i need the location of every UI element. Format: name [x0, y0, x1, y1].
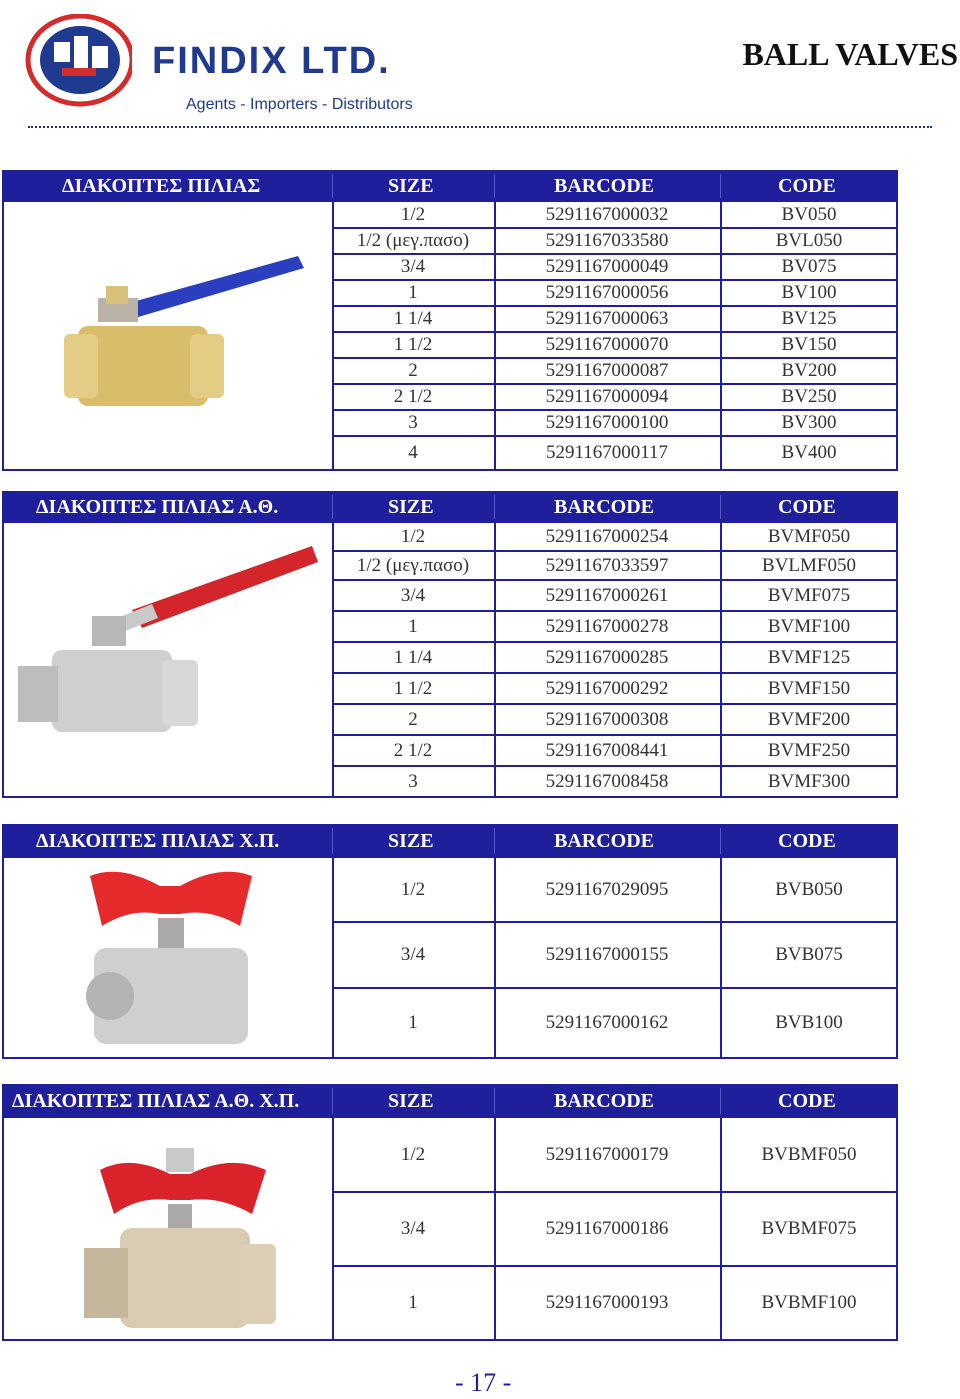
- size-cell: 3: [408, 412, 418, 433]
- product-table: [332, 858, 898, 1058]
- size-cell: 1 1/2: [393, 677, 433, 699]
- column-header-code: CODE: [778, 496, 836, 518]
- ball-valve-red-butterfly-male-female-icon: [80, 1148, 280, 1336]
- product-table: [332, 523, 898, 797]
- section-title: ΔΙΑΚΟΠΤΕΣ ΠΙΛΙΑΣ Α.Θ.: [36, 496, 279, 518]
- table-row: [332, 1118, 898, 1192]
- section-border: [2, 1118, 4, 1340]
- code-cell: BV200: [781, 360, 837, 381]
- column-header-barcode: BARCODE: [554, 830, 655, 852]
- code-cell: BVLMF050: [762, 554, 856, 576]
- barcode-cell: 5291167000117: [545, 442, 669, 463]
- code-cell: BV250: [781, 386, 837, 407]
- size-cell: 3/4: [400, 584, 426, 606]
- section-header: [2, 824, 898, 858]
- section-header: [2, 1084, 898, 1118]
- column-header-code: CODE: [778, 1090, 836, 1112]
- header-separator: [332, 174, 333, 198]
- column-divider: [720, 202, 722, 470]
- table-row: [332, 858, 898, 922]
- table-row: [332, 611, 898, 642]
- barcode-cell: 5291167033580: [545, 230, 669, 251]
- row-divider: [332, 469, 898, 471]
- table-row: [332, 922, 898, 988]
- code-cell: BVB075: [775, 944, 843, 965]
- size-cell: 1: [408, 282, 418, 303]
- size-cell: 1: [408, 1012, 418, 1033]
- column-divider: [720, 523, 722, 797]
- barcode-cell: 5291167000063: [545, 308, 669, 329]
- barcode-cell: 5291167000070: [545, 334, 669, 355]
- column-divider: [494, 202, 496, 470]
- barcode-cell: 5291167000186: [545, 1218, 669, 1239]
- barcode-cell: 5291167000155: [545, 944, 669, 965]
- code-cell: BVMF300: [767, 770, 851, 792]
- table-row: [332, 280, 898, 306]
- row-divider: [332, 796, 898, 798]
- column-divider: [332, 202, 334, 470]
- row-divider: [332, 1057, 898, 1059]
- table-row: [332, 642, 898, 673]
- barcode-cell: 5291167000292: [545, 677, 669, 699]
- header-separator: [332, 495, 333, 519]
- header-separator: [720, 828, 721, 854]
- size-cell: 2: [408, 708, 418, 730]
- section-border: [2, 858, 4, 1058]
- code-cell: BVMF125: [767, 646, 851, 668]
- table-row: [332, 1192, 898, 1266]
- size-cell: 1 1/2: [393, 334, 433, 355]
- column-header-code: CODE: [778, 830, 836, 852]
- size-cell: 1/2: [400, 526, 426, 547]
- column-header-code: CODE: [778, 175, 836, 197]
- column-header-barcode: BARCODE: [554, 496, 655, 518]
- code-cell: BVMF250: [767, 739, 851, 761]
- code-cell: BVB050: [775, 879, 843, 900]
- barcode-cell: 5291167000278: [545, 615, 669, 637]
- size-cell: 2 1/2: [393, 386, 433, 407]
- section-border: [2, 202, 4, 470]
- section-border: [2, 523, 4, 797]
- column-divider: [494, 1118, 496, 1340]
- size-cell: 1/2 (μεγ.πασο): [356, 554, 470, 576]
- barcode-cell: 5291167000049: [545, 256, 669, 277]
- section-title: ΔΙΑΚΟΠΤΕΣ ΠΙΛΙΑΣ: [62, 175, 261, 197]
- code-cell: BV125: [781, 308, 837, 329]
- size-cell: 2: [408, 360, 418, 381]
- code-cell: BVBMF100: [761, 1292, 857, 1313]
- barcode-cell: 5291167000094: [545, 386, 669, 407]
- header-separator: [494, 828, 495, 854]
- barcode-cell: 5291167008441: [545, 739, 669, 761]
- column-divider: [720, 1118, 722, 1340]
- section-border: [2, 1057, 332, 1059]
- table-row: [332, 766, 898, 797]
- column-header-size: SIZE: [388, 175, 434, 197]
- column-divider: [332, 523, 334, 797]
- table-row: [332, 704, 898, 735]
- table-row: [332, 228, 898, 254]
- column-header-size: SIZE: [388, 496, 434, 518]
- ball-valve-blue-lever-brass-icon: [58, 236, 318, 416]
- table-row: [332, 332, 898, 358]
- size-cell: 1 1/4: [393, 646, 433, 668]
- code-cell: BVB100: [775, 1012, 843, 1033]
- barcode-cell: 5291167000056: [545, 282, 669, 303]
- page-title: BALL VALVES: [742, 36, 958, 72]
- code-cell: BV100: [781, 282, 837, 303]
- column-divider: [896, 523, 898, 797]
- section-title: ΔΙΑΚΟΠΤΕΣ ΠΙΛΙΑΣ Χ.Π.: [36, 830, 280, 852]
- code-cell: BV300: [781, 412, 837, 433]
- header-separator: [720, 174, 721, 198]
- header-separator: [720, 1088, 721, 1114]
- barcode-cell: 5291167000162: [545, 1012, 669, 1033]
- table-row: [332, 254, 898, 280]
- column-divider: [896, 858, 898, 1058]
- header-separator: [494, 174, 495, 198]
- section-border: [2, 469, 332, 471]
- barcode-cell: 5291167000032: [545, 204, 669, 225]
- table-row: [332, 436, 898, 470]
- size-cell: 1/2: [400, 1144, 426, 1165]
- table-row: [332, 410, 898, 436]
- size-cell: 1 1/4: [393, 308, 433, 329]
- section-title: ΔΙΑΚΟΠΤΕΣ ΠΙΛΙΑΣ Α.Θ. Χ.Π.: [12, 1090, 300, 1112]
- code-cell: BVBMF075: [761, 1218, 857, 1239]
- row-divider: [332, 1339, 898, 1341]
- size-cell: 1/2: [400, 879, 426, 900]
- size-cell: 4: [408, 442, 418, 463]
- column-divider: [494, 858, 496, 1058]
- column-header-size: SIZE: [388, 1090, 434, 1112]
- size-cell: 3/4: [400, 256, 426, 277]
- code-cell: BV400: [781, 442, 837, 463]
- ball-valve-red-lever-male-female-icon: [12, 540, 322, 745]
- table-row: [332, 358, 898, 384]
- section-border: [2, 796, 332, 798]
- barcode-cell: 5291167000261: [545, 584, 669, 606]
- table-row: [332, 673, 898, 704]
- column-header-barcode: BARCODE: [554, 1090, 655, 1112]
- code-cell: BV050: [781, 204, 837, 225]
- table-row: [332, 523, 898, 551]
- table-row: [332, 580, 898, 611]
- barcode-cell: 5291167000285: [545, 646, 669, 668]
- column-divider: [494, 523, 496, 797]
- section-header: [2, 491, 898, 523]
- header-separator: [332, 828, 333, 854]
- page-number: - 17 -: [455, 1368, 512, 1397]
- barcode-cell: 5291167029095: [545, 879, 669, 900]
- product-table: [332, 1118, 898, 1340]
- code-cell: BVBMF050: [761, 1144, 857, 1165]
- header-separator: [494, 495, 495, 519]
- table-row: [332, 1266, 898, 1340]
- section-border: [2, 1339, 332, 1341]
- findix-emblem-icon: [22, 14, 132, 110]
- table-row: [332, 551, 898, 580]
- size-cell: 3/4: [400, 1218, 426, 1239]
- code-cell: BVMF075: [767, 584, 851, 606]
- code-cell: BVMF150: [767, 677, 851, 699]
- barcode-cell: 5291167000254: [545, 526, 669, 547]
- size-cell: 1: [408, 1292, 418, 1313]
- column-divider: [896, 1118, 898, 1340]
- header-separator: [494, 1088, 495, 1114]
- column-header-size: SIZE: [388, 830, 434, 852]
- header-separator: [332, 1088, 333, 1114]
- barcode-cell: 5291167033597: [545, 554, 669, 576]
- code-cell: BV075: [781, 256, 837, 277]
- barcode-cell: 5291167000308: [545, 708, 669, 730]
- column-divider: [332, 1118, 334, 1340]
- column-divider: [332, 858, 334, 1058]
- size-cell: 2 1/2: [393, 739, 433, 761]
- column-divider: [720, 858, 722, 1058]
- company-tagline: Agents - Importers - Distributors: [186, 96, 413, 113]
- product-table: [332, 202, 898, 470]
- size-cell: 3/4: [400, 944, 426, 965]
- section-header: [2, 170, 898, 202]
- table-row: [332, 202, 898, 228]
- ball-valve-red-butterfly-icon: [80, 864, 260, 1049]
- table-row: [332, 988, 898, 1058]
- column-divider: [896, 202, 898, 470]
- dotted-divider: [28, 126, 932, 128]
- header-separator: [720, 495, 721, 519]
- company-logo: [22, 14, 462, 113]
- barcode-cell: 5291167000087: [545, 360, 669, 381]
- code-cell: BVMF200: [767, 708, 851, 730]
- size-cell: 1: [408, 615, 418, 637]
- table-row: [332, 384, 898, 410]
- column-header-barcode: BARCODE: [554, 175, 655, 197]
- barcode-cell: 5291167008458: [545, 770, 669, 792]
- table-row: [332, 735, 898, 766]
- barcode-cell: 5291167000193: [545, 1292, 669, 1313]
- size-cell: 1/2: [400, 204, 426, 225]
- code-cell: BVMF050: [767, 526, 851, 547]
- code-cell: BV150: [781, 334, 837, 355]
- table-row: [332, 306, 898, 332]
- company-name: FINDIX LTD.: [152, 40, 391, 82]
- code-cell: BVL050: [775, 230, 843, 251]
- size-cell: 3: [408, 770, 418, 792]
- size-cell: 1/2 (μεγ.πασο): [356, 230, 470, 251]
- barcode-cell: 5291167000100: [545, 412, 669, 433]
- code-cell: BVMF100: [767, 615, 851, 637]
- barcode-cell: 5291167000179: [545, 1144, 669, 1165]
